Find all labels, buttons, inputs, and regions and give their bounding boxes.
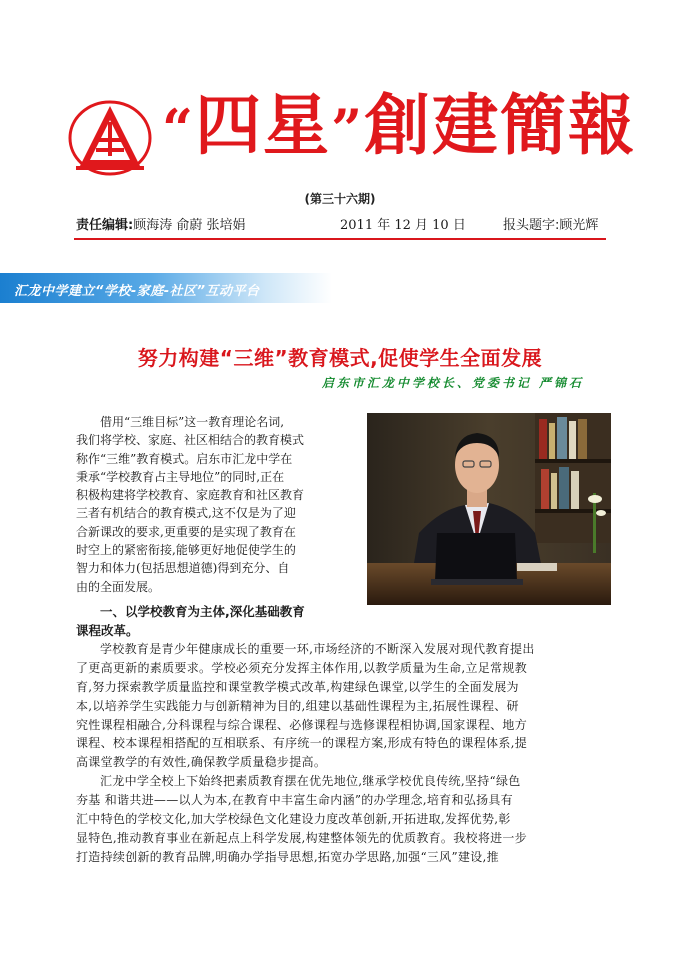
intro-line: 我们将学校、家庭、社区相结合的教育模式 [76,433,305,448]
intro-line: 称作“三维”教育模式。启东市汇龙中学在 [76,451,293,466]
masthead-divider [74,238,606,240]
body-line: 汇中特色的学校文化,加大学校绿色文化建设力度改革创新,开拓进取,发挥优势,彰 [76,812,511,827]
section-heading-line: 课程改革。 [76,622,139,638]
intro-paragraph [76,413,352,596]
intro-line: 三者有机结合的教育模式,这不仅是为了迎 [76,506,296,521]
masthead-open-quote: “ [162,97,196,161]
masthead-quoted: 四星 [195,86,332,164]
principal-photo [367,413,611,605]
body-line: 显特色,推动教育事业在新起点上科学发展,构建整体领先的优质教育。我校将进一步 [76,830,528,845]
article-byline: 启东市汇龙中学校长、党委书记 严锦石 [321,376,584,390]
body-line: 高课堂教学的有效性,确保教学质量稳步提高。 [76,755,327,770]
section-heading [76,603,360,640]
intro-line: 秉承“学校教育占主导地位”的同时,正在 [76,469,285,484]
banner-text: 汇龙中学建立“学校-家庭-社区”互动平台 [14,284,260,299]
article-headline: 努力构建“三维”教育模式,促使学生全面发展 [137,346,543,370]
masthead-title [162,86,637,164]
intro-line: 智力和体力(包括思想道德)得到充分、自 [76,561,290,576]
masthead-rest: 創建簡報 [364,86,637,164]
masthead-close-quote: ” [331,97,365,161]
intro-line: 由的全面发展。 [76,579,161,594]
editors-names: 顾海涛 俞蔚 张培娟 [133,218,246,233]
issue-date: 2011 年 12 月 10 日 [340,218,466,233]
intro-line: 时空上的紧密衔接,能够更好地促使学生的 [76,543,296,558]
intro-line: 合新课改的要求,更重要的是实现了教育在 [76,524,296,539]
body-line: 了更高更新的素质要求。学校必须充分发挥主体作用,以教学质量为生命,立足常规教 [76,660,528,675]
body-line: 打造持续创新的教育品牌,明确办学指导思想,拓宽办学思路,加强“三风”建设,推 [76,849,499,864]
editors-label: 责任编辑: [76,218,134,233]
intro-line: 积极构建将学校教育、家庭教育和社区教育 [76,488,305,503]
body-line: 汇龙中学全校上下始终把素质教育摆在优先地位,继承学校优良传统,坚持“绿色 [100,774,521,789]
body-line: 学校教育是青少年健康成长的重要一环,市场经济的不断深入发展对现代教育提出 [100,642,535,656]
school-logo-icon [66,98,154,176]
section-banner [0,273,332,303]
issue-number: (第三十六期) [304,192,376,206]
body-line: 本,以培养学生实践能力与创新精神为目的,组建以基础性课程为主,拓展性课程、研 [76,698,519,713]
section-heading-line: 一、以学校教育为主体,深化基础教育 [100,604,305,619]
body-line: 夯基 和谐共进——以人为本,在教育中丰富生命内涵”的办学理念,培育和弘扬具有 [76,793,513,808]
intro-line: 借用“三维目标”这一教育理论名词, [100,415,285,429]
body-line: 究性课程相融合,分科课程与综合课程、必修课程与选修课程相协调,国家课程、地方 [76,717,528,732]
editors [76,214,245,233]
article-body [76,640,616,867]
body-line: 课程、校本课程相搭配的互相联系、有序统一的课程方案,形成有特色的课程体系,提 [76,736,528,751]
body-line: 育,努力探索教学质量监控和课堂教学模式改革,构建绿色课堂,以学生的全面发展为 [76,679,519,694]
calligraphy-credit: 报头题字:顾光辉 [503,218,599,233]
